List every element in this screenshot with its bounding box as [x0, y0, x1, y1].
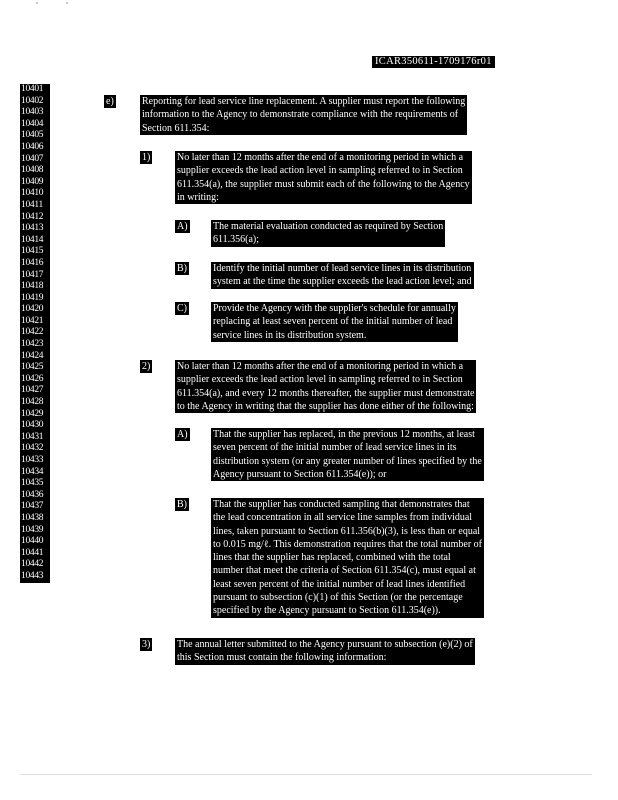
- line-number: 10416: [21, 257, 44, 268]
- text-line: the lead concentration in all service line samples from individual: [213, 512, 473, 524]
- text-line: supplier exceeds the lead action level in sampling referred to in Section: [177, 165, 463, 177]
- line-number: 10432: [21, 443, 44, 454]
- line-number: 10424: [21, 350, 44, 361]
- line-number: 10407: [21, 153, 44, 164]
- label-e1B: B): [177, 263, 187, 274]
- text-line: lines, taken pursuant to Section 611.356(b)(3), is less than or equal: [213, 525, 481, 537]
- line-number: 10434: [21, 466, 44, 477]
- text-line: this Section must contain the following information:: [177, 652, 387, 664]
- line-number: 10422: [21, 327, 44, 338]
- text-line: supplier exceeds the lead action level in sampling referred to in Section: [177, 374, 463, 386]
- line-number: 10438: [21, 512, 44, 523]
- text-line: information to the Agency to demonstrate compliance with the requirements of: [142, 109, 459, 121]
- line-number: 10428: [21, 397, 44, 408]
- text-line: specified by the Agency pursuant to Section 611.354(e)).: [213, 605, 441, 617]
- text-line: Provide the Agency with the supplier's schedule for annually: [213, 303, 456, 314]
- text-line: Section 611.354:: [142, 122, 210, 134]
- line-number: 10402: [21, 95, 44, 106]
- line-number: 10413: [21, 223, 44, 234]
- paragraph-e1A: [211, 220, 445, 247]
- line-number: 10403: [21, 107, 44, 118]
- line-number: 10418: [21, 281, 44, 292]
- text-line: seven percent of the initial number of lead service lines in its: [213, 442, 457, 454]
- paragraph-e2A: [211, 428, 484, 481]
- line-number: 10412: [21, 211, 44, 222]
- paragraph-e2B: [211, 498, 484, 618]
- paragraph-e3: [175, 638, 475, 665]
- line-number: 10440: [21, 536, 44, 547]
- text-line: The annual letter submitted to the Agency pursuant to subsection (e)(2) of: [177, 639, 473, 650]
- document-header: ICAR350611-1709176r01: [372, 56, 495, 68]
- text-line: distribution system (or any greater number of lines specified by the: [213, 455, 482, 467]
- paragraph-e2: [175, 360, 476, 413]
- line-number: 10410: [21, 188, 44, 199]
- footer-divider: [20, 774, 592, 775]
- line-number: 10433: [21, 455, 44, 465]
- text-line: replacing at least seven percent of the initial number of lead: [213, 316, 453, 328]
- label-e2: 2): [142, 361, 151, 372]
- line-number: 10409: [21, 176, 44, 187]
- line-numbers: [20, 84, 50, 583]
- line-number: 10441: [21, 547, 44, 558]
- line-number: 10442: [21, 559, 44, 570]
- text-line: 611.354(a), and every 12 months thereafter, the supplier must demonstrate: [177, 387, 475, 399]
- label-e1: 1): [142, 152, 151, 163]
- text-line: pursuant to subsection (c)(1) of this Section (or the percentage: [213, 592, 463, 604]
- label-e2B: B): [177, 499, 187, 510]
- text-line: to 0.015 mg/ℓ. This demonstration requires that the total number of: [213, 538, 483, 550]
- paragraph-e: [140, 95, 467, 135]
- text-line: That the supplier has replaced, in the previous 12 months, at least: [213, 429, 475, 440]
- line-number: 10421: [21, 315, 44, 326]
- text-line: That the supplier has conducted sampling that demonstrates that: [213, 499, 470, 510]
- text-line: Identify the initial number of lead service lines in its distribution: [213, 263, 472, 274]
- line-number: 10401: [21, 84, 44, 94]
- line-number: 10435: [21, 478, 44, 489]
- line-number: 10443: [21, 570, 44, 581]
- text-line: 611.356(a);: [213, 234, 260, 246]
- line-number: 10426: [21, 373, 44, 384]
- line-number: 10436: [21, 489, 44, 500]
- paragraph-e1C: [211, 302, 458, 342]
- label-e: e): [106, 96, 114, 107]
- paragraph-e1: [175, 151, 472, 204]
- text-line: in writing:: [177, 191, 219, 203]
- line-number: 10423: [21, 339, 44, 350]
- line-number: 10417: [21, 269, 44, 280]
- text-line: least seven percent of the initial number of lead lines identified: [213, 578, 466, 590]
- line-number: 10437: [21, 501, 44, 512]
- line-number: 10427: [21, 385, 44, 396]
- text-line: Agency pursuant to Section 611.354(e)); or: [213, 468, 387, 480]
- scan-speck: [66, 2, 68, 4]
- line-number: 10420: [21, 304, 44, 315]
- text-line: service lines in its distribution system.: [213, 329, 367, 341]
- scan-speck: [36, 2, 38, 4]
- text-line: to the Agency in writing that the supplier has done either of the following:: [177, 400, 474, 412]
- line-number: 10439: [21, 524, 44, 535]
- label-e1A: A): [177, 221, 188, 232]
- text-line: Reporting for lead service line replacement. A supplier must report the following: [142, 96, 466, 107]
- text-line: lines that the supplier has replaced, combined with the total: [213, 552, 451, 564]
- line-number: 10415: [21, 246, 44, 257]
- label-e3: 3): [142, 639, 151, 650]
- line-number: 10405: [21, 130, 44, 141]
- label-e2A: A): [177, 429, 188, 440]
- text-line: system at the time the supplier exceeds the lead action level; and: [213, 276, 472, 288]
- text-line: number that meet the criteria of Section 611.354(c), must equal at: [213, 565, 476, 577]
- line-number: 10425: [21, 362, 44, 373]
- text-line: No later than 12 months after the end of a monitoring period in which a: [177, 361, 464, 372]
- line-number: 10430: [21, 420, 44, 431]
- line-number: 10429: [21, 408, 44, 419]
- line-number: 10431: [21, 431, 44, 442]
- label-e1C: C): [177, 303, 187, 314]
- line-number: 10406: [21, 141, 44, 152]
- line-number: 10404: [21, 118, 44, 129]
- text-line: No later than 12 months after the end of a monitoring period in which a: [177, 152, 464, 163]
- text-line: 611.354(a), the supplier must submit each of the following to the Agency: [177, 178, 470, 190]
- line-number: 10414: [21, 234, 44, 245]
- line-number: 10419: [21, 292, 44, 303]
- line-number: 10411: [21, 199, 43, 210]
- line-number: 10408: [21, 165, 44, 176]
- text-line: The material evaluation conducted as required by Section: [213, 221, 444, 232]
- paragraph-e1B: [211, 262, 474, 289]
